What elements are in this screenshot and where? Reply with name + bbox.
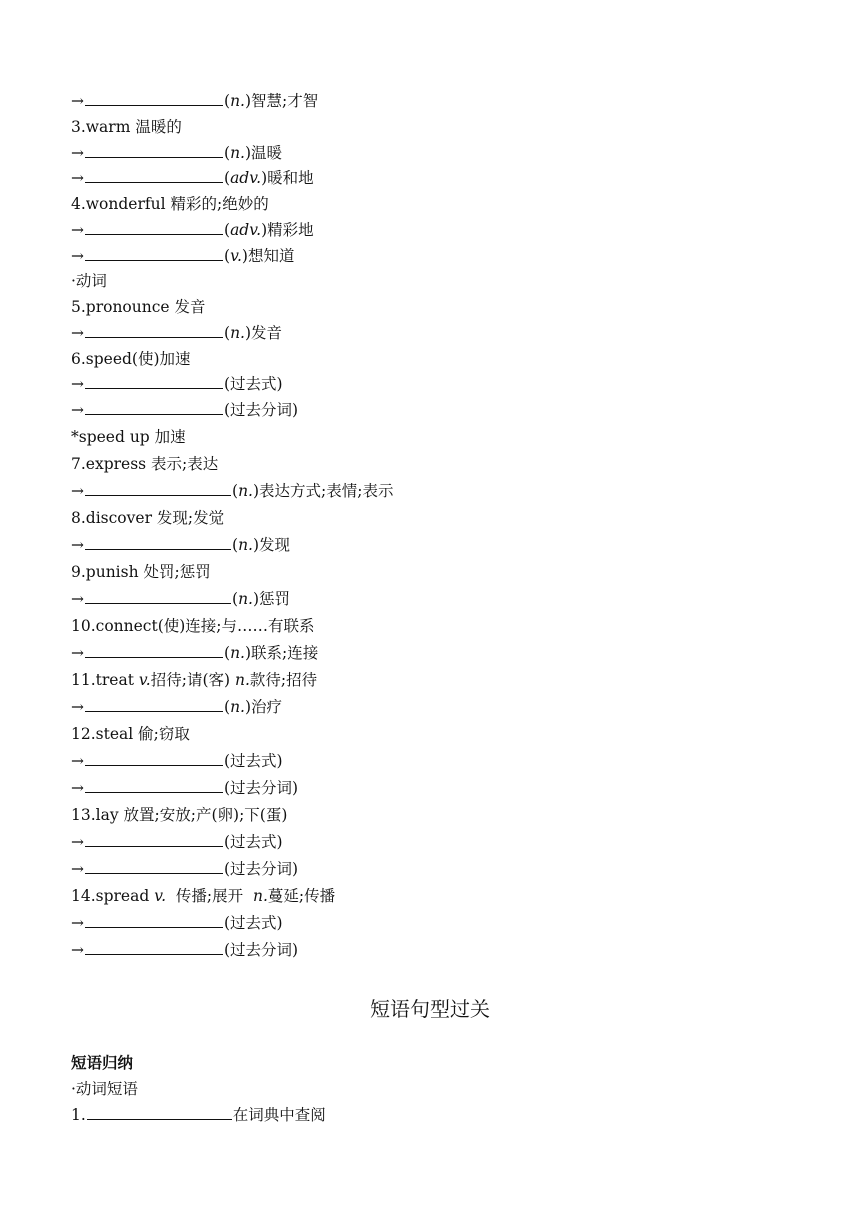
word-entry: 3.warm 温暖的: [71, 118, 182, 136]
word-entry: 4.wonderful 精彩的;绝妙的: [71, 195, 269, 213]
word-entry: 11.treat v.招待;请(客) n.款待;招待: [71, 671, 318, 689]
arrow: →: [71, 401, 84, 419]
answer-blank[interactable]: [85, 940, 223, 955]
answer-blank[interactable]: [85, 168, 223, 183]
section-title: 短语句型过关: [370, 997, 490, 1021]
answer-line: → (过去式): [71, 375, 283, 393]
word-entry: 10.connect(使)连接;与……有联系: [71, 617, 315, 635]
word-entry: 7.express 表示;表达: [71, 455, 219, 473]
answer-blank[interactable]: [87, 1105, 232, 1120]
arrow: →: [71, 247, 84, 265]
arrow: →: [71, 698, 84, 716]
word-entry: 9.punish 处罚;惩罚: [71, 563, 211, 581]
answer-blank[interactable]: [85, 859, 223, 874]
arrow: →: [71, 860, 84, 878]
word-entry: 14.spread v. 传播;展开 n.蔓延;传播: [71, 887, 336, 905]
arrow: →: [71, 914, 84, 932]
phrase-item: 1. 在词典中查阅: [71, 1106, 326, 1124]
answer-blank[interactable]: [85, 913, 223, 928]
answer-blank[interactable]: [85, 246, 223, 261]
answer-blank[interactable]: [85, 400, 223, 415]
word-entry: 13.lay 放置;安放;产(卵);下(蛋): [71, 806, 288, 824]
arrow: →: [71, 779, 84, 797]
arrow: →: [71, 536, 84, 554]
word-entry: 5.pronounce 发音: [71, 298, 206, 316]
answer-line: → (n.)治疗: [71, 698, 283, 716]
answer-line: → (过去式): [71, 914, 283, 932]
word-entry: 6.speed(使)加速: [71, 350, 191, 368]
arrow: →: [71, 144, 84, 162]
answer-line: → (过去式): [71, 752, 283, 770]
answer-line: → (n.)发音: [71, 324, 283, 342]
answer-line: → (n.)联系;连接: [71, 644, 319, 662]
answer-blank[interactable]: [85, 643, 223, 658]
answer-line: → (n.)发现: [71, 536, 291, 554]
answer-blank[interactable]: [85, 323, 223, 338]
section-label: ·动词: [71, 272, 107, 290]
phrase-category: ·动词短语: [71, 1080, 138, 1098]
answer-line: → (过去分词): [71, 941, 299, 959]
answer-line: → (n.)温暖: [71, 144, 283, 162]
arrow: →: [71, 375, 84, 393]
arrow: →: [71, 941, 84, 959]
answer-line: → (v.)想知道: [71, 247, 295, 265]
arrow: →: [71, 590, 84, 608]
answer-line: → (n.)智慧;才智: [71, 92, 319, 110]
word-entry: 8.discover 发现;发觉: [71, 509, 225, 527]
answer-blank[interactable]: [85, 143, 223, 158]
arrow: →: [71, 221, 84, 239]
arrow: →: [71, 752, 84, 770]
answer-blank[interactable]: [85, 481, 231, 496]
answer-line: → (adv.)暖和地: [71, 169, 314, 187]
answer-blank[interactable]: [85, 374, 223, 389]
answer-blank[interactable]: [85, 697, 223, 712]
arrow: →: [71, 833, 84, 851]
arrow: →: [71, 169, 84, 187]
answer-line: → (过去分词): [71, 401, 299, 419]
answer-line: → (过去分词): [71, 779, 299, 797]
answer-blank[interactable]: [85, 535, 231, 550]
answer-line: → (n.)表达方式;表情;表示: [71, 482, 394, 500]
answer-blank[interactable]: [85, 751, 223, 766]
arrow: →: [71, 92, 84, 110]
phrase-note: *speed up 加速: [71, 428, 186, 446]
arrow: →: [71, 644, 84, 662]
arrow: →: [71, 482, 84, 500]
subsection-title: 短语归纳: [71, 1054, 134, 1072]
answer-blank[interactable]: [85, 589, 231, 604]
answer-blank[interactable]: [85, 220, 223, 235]
answer-line: → (过去分词): [71, 860, 299, 878]
answer-line: → (adv.)精彩地: [71, 221, 314, 239]
answer-line: → (过去式): [71, 833, 283, 851]
answer-line: → (n.)惩罚: [71, 590, 291, 608]
answer-blank[interactable]: [85, 832, 223, 847]
answer-blank[interactable]: [85, 91, 223, 106]
answer-blank[interactable]: [85, 778, 223, 793]
arrow: →: [71, 324, 84, 342]
word-entry: 12.steal 偷;窃取: [71, 725, 190, 743]
